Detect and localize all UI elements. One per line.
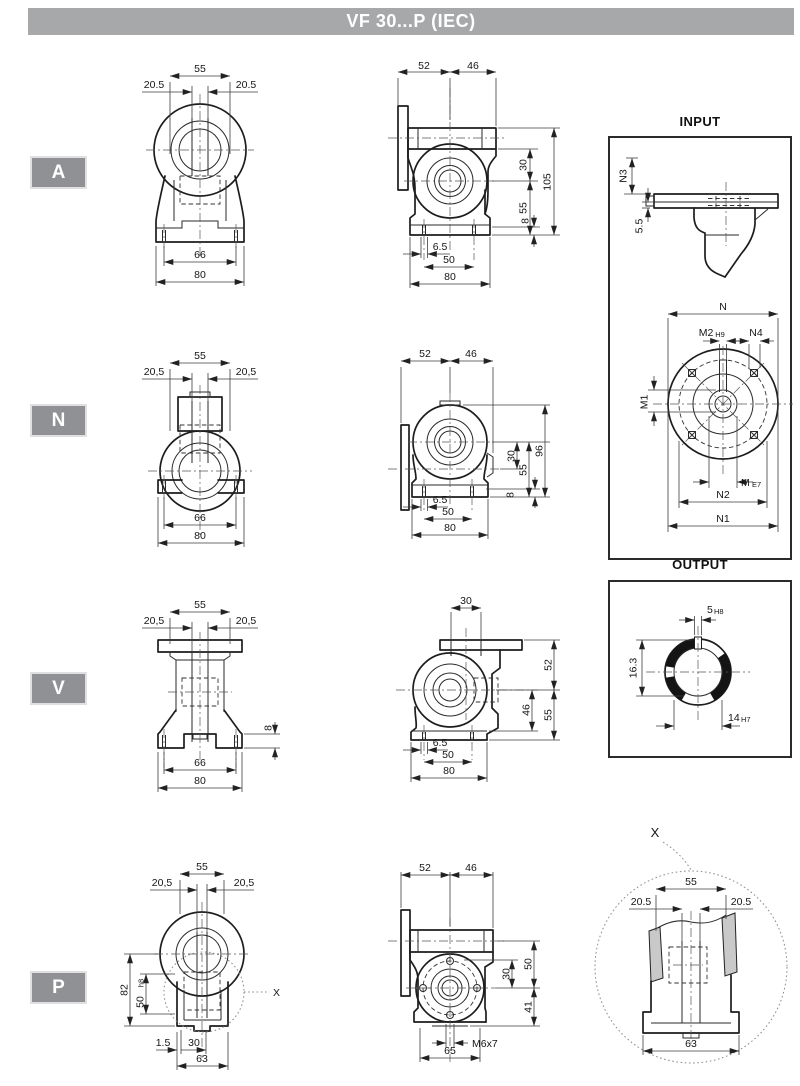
v-front-dimensions [142,599,280,792]
detail-x-reference: X [273,987,281,999]
dim-label: 52 [418,60,430,72]
dim-label: 55 [194,63,206,75]
n-side-dimensions [401,348,550,539]
dim-label: 20,5 [143,615,165,627]
thread-label: M6x7 [472,1038,498,1050]
dim-label: 105 [541,173,554,191]
dim-label: 50 [442,506,454,518]
dim-label: 14 [728,712,740,724]
view-n-side [388,345,598,565]
p-front-outline [154,902,268,1058]
dim-label: 20,5 [143,366,165,378]
dim-label: 20,5 [235,615,257,627]
dim-label: 6.5 [432,737,448,749]
dim-label: 80 [443,765,455,777]
dim-label: 63 [685,1038,697,1050]
dim-label: 55 [194,350,206,362]
dim-label: 20,5 [235,366,257,378]
dim-label: 30 [188,1037,200,1049]
output-bore-dimensions [628,604,751,730]
dim-label: 52 [542,659,555,671]
dim-label: 8 [262,725,275,731]
badge-version-n: N [30,404,87,437]
dim-label: 30 [460,595,472,607]
a-front-outline [146,94,254,256]
dim-label: N3 [617,169,630,183]
dim-label: 55 [542,709,555,721]
input-flange-dimensions [639,301,779,532]
dim-label: 50 [443,254,455,266]
dim-label: 80 [444,522,456,534]
dim-label: 65 [444,1045,456,1057]
output-detail-drawing [608,580,792,758]
dim-label: 66 [194,249,206,261]
dim-label: 46 [520,704,533,716]
a-side-outline [388,88,506,260]
x-detail-outline [595,825,787,1063]
dim-label: 41 [522,1001,535,1013]
dim-label: 66 [194,512,206,524]
dim-label: 30 [500,968,513,980]
dim-label: N4 [749,327,763,339]
dim-label: 55 [194,599,206,611]
p-side-dimensions [401,862,540,1062]
x-detail-drawing [585,815,800,1086]
dim-label: 20,5 [151,877,173,889]
v-side-dimensions [403,595,560,782]
dim-label: 80 [194,530,206,542]
dim-label: 50 [522,958,535,970]
input-section-title: INPUT [679,114,721,129]
dim-label: N [719,301,727,313]
dim-label: 80 [194,775,206,787]
dim-label: N2 [716,489,730,501]
dim-label: M1 [638,394,651,410]
dim-label: 20.5 [143,79,165,91]
dim-tolerance: H7 [741,715,751,724]
dim-label: 30 [517,159,530,171]
dim-label: 55 [685,876,697,888]
v-front-outline [158,632,242,768]
dim-label: 52 [419,862,431,874]
dim-tolerance: H9 [715,330,725,339]
input-flange-outline [653,346,793,476]
dim-label: 66 [194,757,206,769]
view-n-front [118,345,388,565]
p-front-dimensions [119,861,281,1070]
dim-label: 5 [707,604,713,616]
dim-label: M [741,477,750,489]
dim-label: 63 [196,1053,208,1065]
dim-label: M2 [698,327,714,339]
view-p-front [118,850,358,1086]
dim-label: 50 [134,996,147,1008]
badge-version-a: A [30,156,87,189]
dim-label: 82 [118,984,131,996]
dim-label: 96 [533,445,546,457]
dim-label: 8 [519,218,532,224]
dim-label: 6.5 [432,494,448,506]
dim-tolerance: H8 [714,607,724,616]
dim-tolerance: h8 [136,978,146,988]
view-v-front [118,592,388,817]
dim-label: 20.5 [235,79,257,91]
dim-label: 80 [444,271,456,283]
dim-label: 30 [505,450,518,462]
dim-label: 8 [504,492,517,498]
input-detail-drawing [608,136,792,560]
output-section-title: OUTPUT [672,557,728,572]
a-side-dimensions [398,60,560,288]
badge-version-v: V [30,672,87,705]
badge-version-p: P [30,971,87,1004]
dim-label: 50 [442,749,454,761]
dim-label: 16.3 [627,657,640,679]
dim-label: 55 [517,202,530,214]
view-a-side [388,58,598,313]
view-p-side [388,850,608,1086]
dim-label: 6.5 [432,241,448,253]
dim-label: 55 [196,861,208,873]
dim-label: 1.5 [155,1037,171,1049]
dim-label: 80 [194,269,206,281]
dim-label: 20,5 [233,877,255,889]
dim-label: 20.5 [630,896,652,908]
detail-x-title: X [650,825,660,840]
dim-label: 46 [465,348,477,360]
dim-label: 5.5 [633,218,646,234]
page-title: VF 30...P (IEC) [28,8,794,35]
dim-tolerance: E7 [752,480,762,489]
input-section-outline [646,182,778,277]
dim-label: 46 [465,862,477,874]
dim-label: 52 [419,348,431,360]
dim-label: N1 [716,513,730,525]
view-v-side [388,592,598,817]
view-a-front [118,58,388,313]
dim-label: 46 [467,60,479,72]
dim-label: 55 [517,464,530,476]
dim-label: 20.5 [730,896,752,908]
